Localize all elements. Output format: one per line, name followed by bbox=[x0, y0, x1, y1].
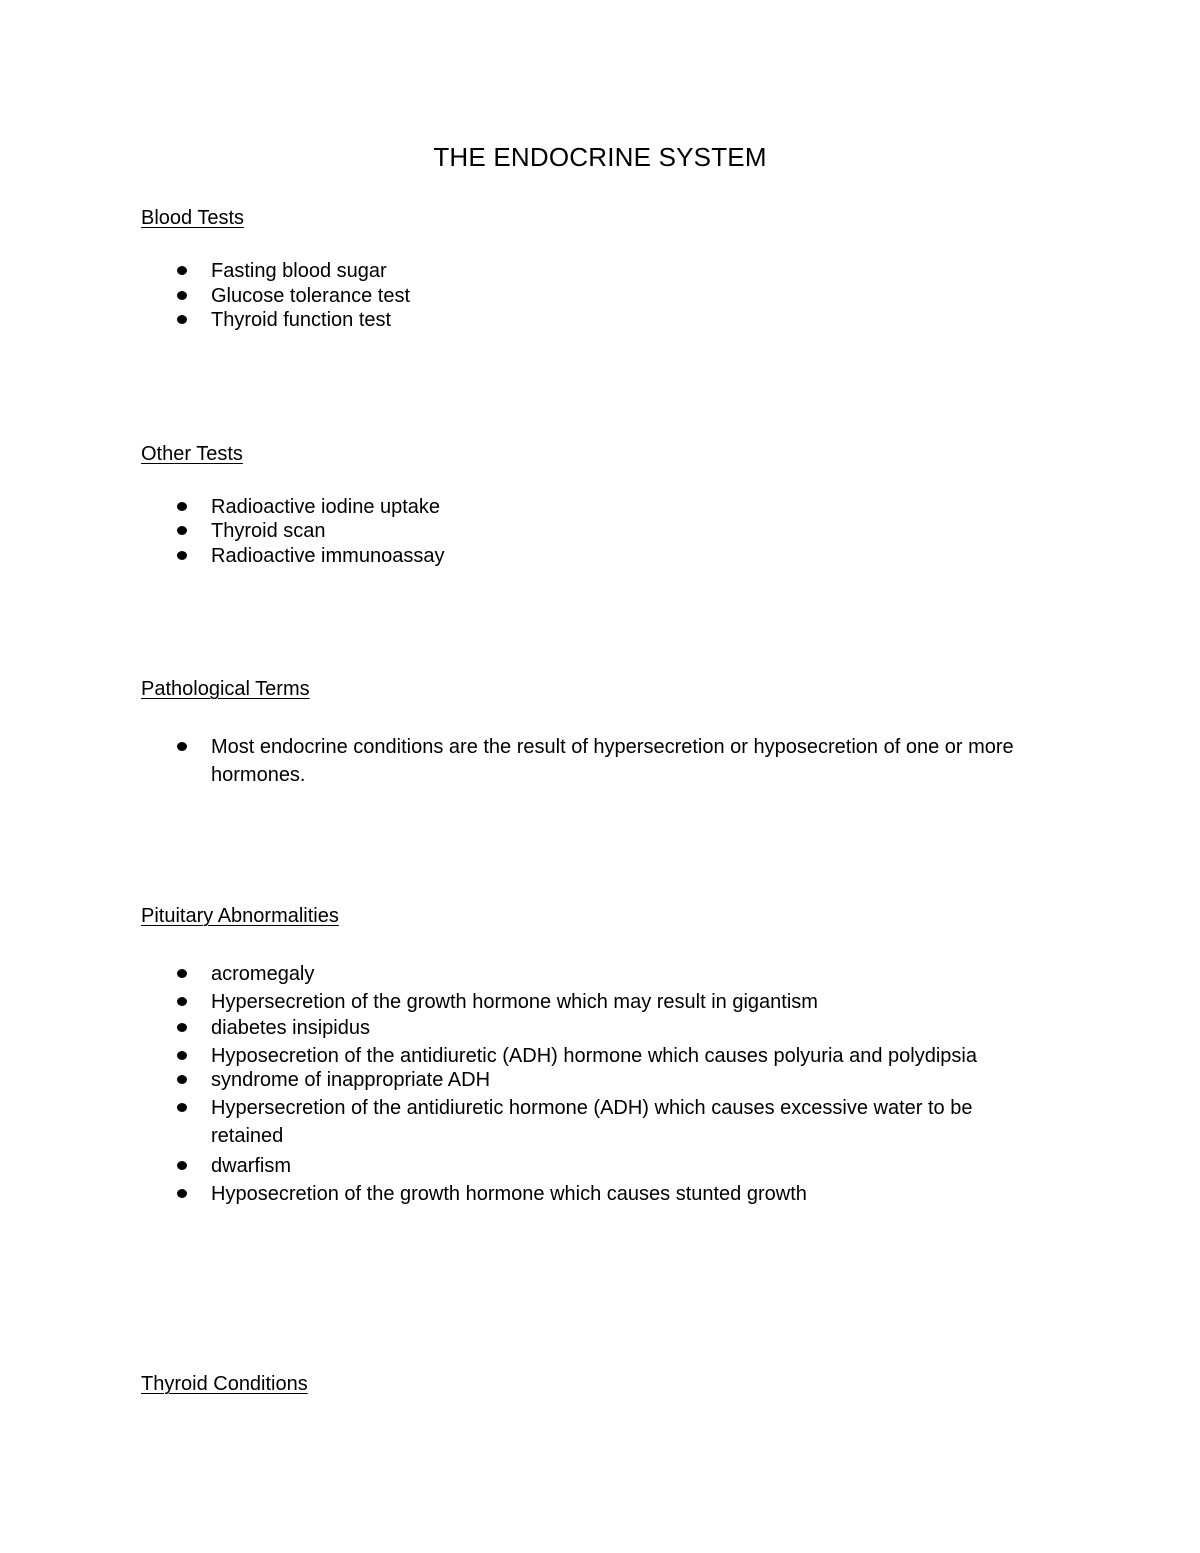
list-item: Radioactive immunoassay bbox=[211, 542, 1041, 570]
list-item: Hyposecretion of the growth hormone which causes stunted growth bbox=[211, 1180, 1041, 1208]
section-heading-thyroid-conditions: Thyroid Conditions bbox=[141, 1373, 308, 1395]
list-item: dwarfism bbox=[211, 1152, 1041, 1180]
list-item: Hypersecretion of the growth hormone which may result in gigantism bbox=[211, 988, 1041, 1016]
list-item: acromegaly bbox=[211, 960, 1041, 988]
section-heading-pathological-terms: Pathological Terms bbox=[141, 678, 310, 700]
bullet-icon bbox=[177, 526, 187, 535]
list-item: diabetes insipidus bbox=[211, 1014, 1041, 1042]
list-item: Hypersecretion of the antidiuretic hormone (ADH) which causes excessive water to be retained bbox=[211, 1094, 1041, 1150]
section-heading-blood-tests: Blood Tests bbox=[141, 207, 245, 229]
bullet-icon bbox=[177, 266, 187, 275]
section-heading-pituitary-abnormalities: Pituitary Abnormalities bbox=[141, 905, 339, 927]
bullet-icon bbox=[177, 551, 187, 560]
bullet-icon bbox=[177, 502, 187, 511]
list-item: Thyroid scan bbox=[211, 517, 1041, 545]
list-item: Most endocrine conditions are the result of hypersecretion or hyposecretion of one or more hormones. bbox=[211, 733, 1041, 789]
bullet-icon bbox=[177, 1189, 187, 1198]
list-item: syndrome of inappropriate ADH bbox=[211, 1066, 1041, 1094]
section-heading-other-tests: Other Tests bbox=[141, 443, 243, 465]
list-item: Hyposecretion of the antidiuretic (ADH) hormone which causes polyuria and polydipsia bbox=[211, 1042, 1041, 1070]
list-item: Glucose tolerance test bbox=[211, 282, 1041, 310]
bullet-icon bbox=[177, 1023, 187, 1032]
bullet-icon bbox=[177, 1075, 187, 1084]
bullet-icon bbox=[177, 291, 187, 300]
list-item: Fasting blood sugar bbox=[211, 257, 1041, 285]
bullet-icon bbox=[177, 315, 187, 324]
bullet-icon bbox=[177, 997, 187, 1006]
bullet-icon bbox=[177, 1161, 187, 1170]
bullet-icon bbox=[177, 742, 187, 751]
document-title: THE ENDOCRINE SYSTEM bbox=[433, 142, 767, 172]
bullet-icon bbox=[177, 1051, 187, 1060]
bullet-icon bbox=[177, 1103, 187, 1112]
list-item: Thyroid function test bbox=[211, 306, 1041, 334]
bullet-icon bbox=[177, 969, 187, 978]
list-item: Radioactive iodine uptake bbox=[211, 493, 1041, 521]
